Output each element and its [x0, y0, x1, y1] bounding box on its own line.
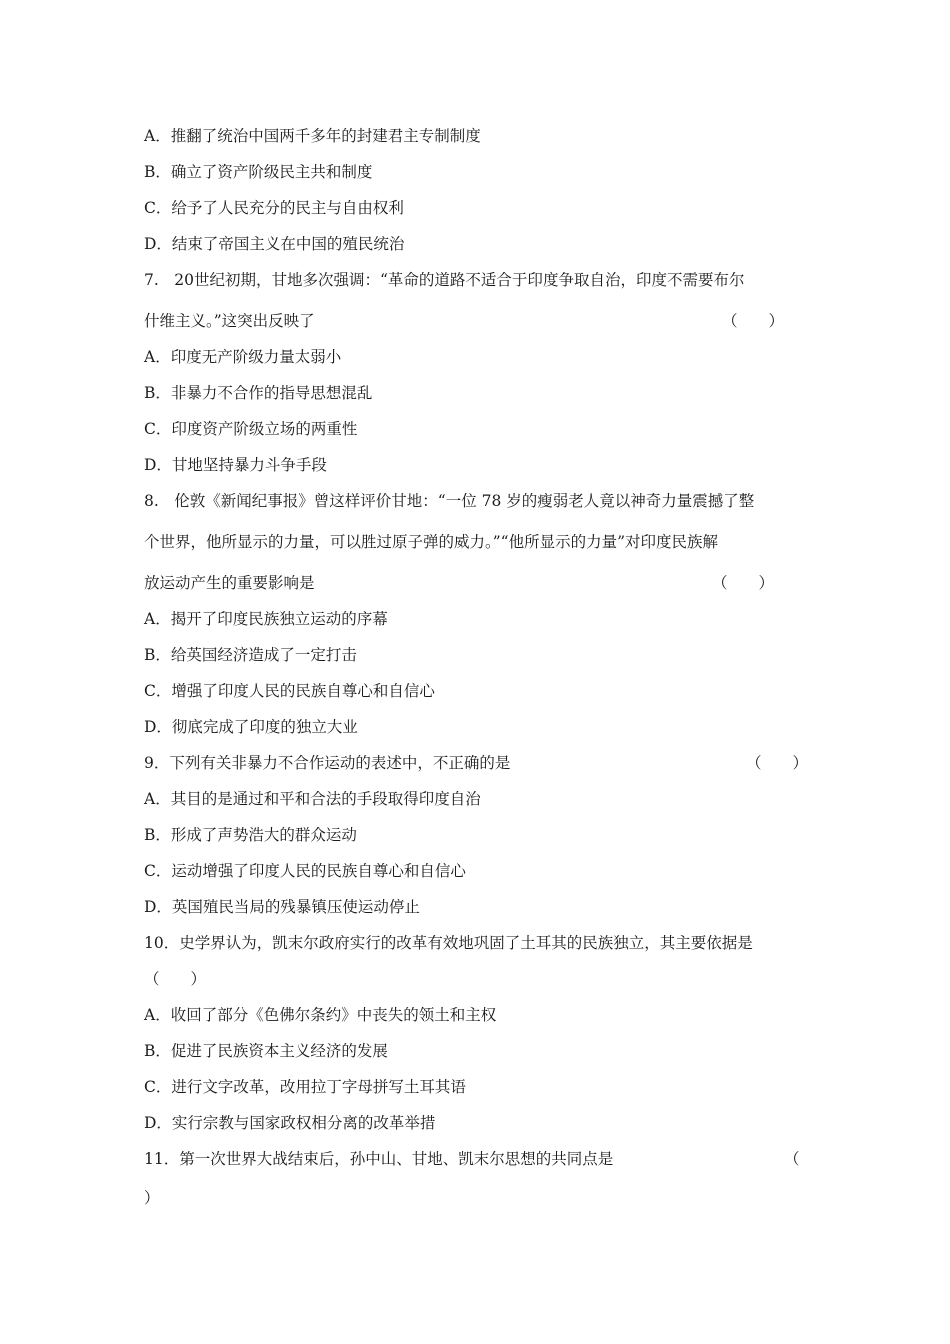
q8-option-c: C．增强了印度人民的民族自尊心和自信心 — [144, 682, 435, 700]
q10-option-c: C．进行文字改革，改用拉丁字母拼写土耳其语 — [144, 1078, 466, 1096]
q11-bracket-open: （ — [784, 1150, 800, 1168]
q9-stem: 9．下列有关非暴力不合作运动的表述中，不正确的是 — [144, 754, 511, 772]
q8-option-b: B．给英国经济造成了一定打击 — [144, 646, 357, 664]
q7-answer-bracket: （ ） — [722, 312, 785, 330]
q8-answer-bracket: （ ） — [712, 574, 775, 592]
q8-stem-line3: 放运动产生的重要影响是 — [144, 574, 315, 592]
q7-stem-line1: 7. 20世纪初期，甘地多次强调：“革命的道路不适合于印度争取自治，印度不需要布尔 — [144, 271, 745, 289]
q10-answer-bracket: （ ） — [144, 970, 207, 988]
q7-stem-line2: 什维主义。”这突出反映了 — [144, 312, 315, 330]
q8-option-a: A．揭开了印度民族独立运动的序幕 — [144, 610, 388, 628]
q6-option-c: C．给予了人民充分的民主与自由权利 — [144, 199, 404, 217]
q11-stem: 11．第一次世界大战结束后，孙中山、甘地、凯末尔思想的共同点是 — [144, 1150, 614, 1168]
q8-stem-line1: 8. 伦敦《新闻纪事报》曾这样评价甘地：“一位 78 岁的瘦弱老人竟以神奇力量震撼了整 — [144, 492, 755, 510]
q7-option-b: B．非暴力不合作的指导思想混乱 — [144, 384, 373, 402]
q9-option-c: C．运动增强了印度人民的民族自尊心和自信心 — [144, 862, 466, 880]
q7-option-a: A．印度无产阶级力量太弱小 — [144, 348, 342, 366]
q7-option-c: C．印度资产阶级立场的两重性 — [144, 420, 358, 438]
q9-option-d: D．英国殖民当局的残暴镇压使运动停止 — [144, 898, 420, 916]
q6-option-a: A．推翻了统治中国两千多年的封建君主专制制度 — [144, 127, 481, 145]
q10-option-d: D．实行宗教与国家政权相分离的改革举措 — [144, 1114, 436, 1132]
q8-stem-line2: 个世界，他所显示的力量，可以胜过原子弹的威力。”“他所显示的力量”对印度民族解 — [144, 533, 719, 551]
q9-answer-bracket: （ ） — [746, 754, 809, 772]
q9-option-a: A．其目的是通过和平和合法的手段取得印度自治 — [144, 790, 481, 808]
q7-option-d: D．甘地坚持暴力斗争手段 — [144, 456, 327, 474]
q8-option-d: D．彻底完成了印度的独立大业 — [144, 718, 358, 736]
q6-option-d: D．结束了帝国主义在中国的殖民统治 — [144, 235, 405, 253]
q10-option-b: B．促进了民族资本主义经济的发展 — [144, 1042, 388, 1060]
q10-option-a: A．收回了部分《色佛尔条约》中丧失的领土和主权 — [144, 1006, 497, 1024]
q9-option-b: B．形成了声势浩大的群众运动 — [144, 826, 357, 844]
q11-bracket-close: ） — [144, 1189, 160, 1207]
q6-option-b: B．确立了资产阶级民主共和制度 — [144, 163, 373, 181]
q10-stem-line1: 10．史学界认为，凯末尔政府实行的改革有效地巩固了土耳其的民族独立，其主要依据是 — [144, 934, 753, 952]
